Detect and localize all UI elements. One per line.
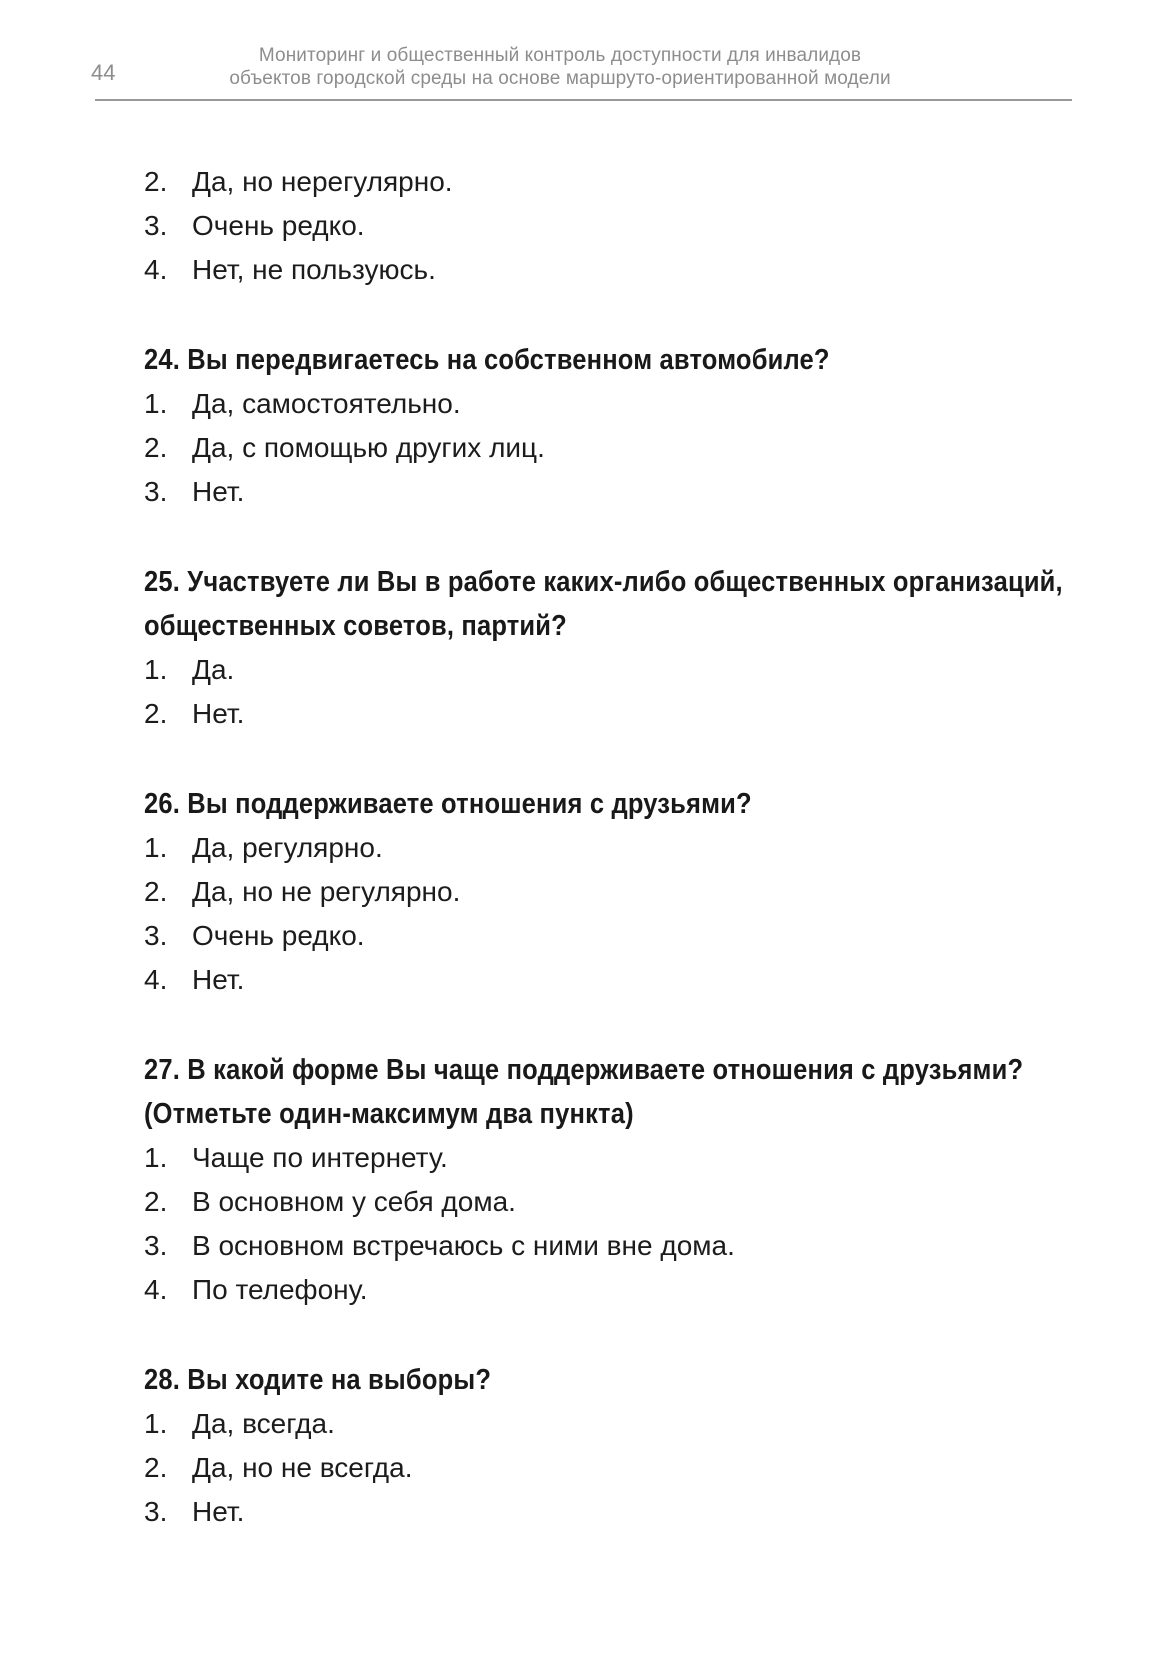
option-label: Да. [192, 654, 235, 685]
option-number: 2. [144, 1452, 168, 1483]
option-number: 3. [144, 210, 168, 241]
option-number: 2. [144, 698, 168, 729]
option-number: 3. [144, 920, 168, 951]
option-number: 1. [144, 1142, 168, 1173]
question-heading-line: (Отметьте один-максимум два пункта) [144, 1098, 634, 1130]
option-row [144, 1268, 1072, 1312]
option-row [144, 914, 1072, 958]
option-row [144, 470, 1072, 514]
option-label: Да, но не всегда. [192, 1452, 413, 1483]
question-25 [144, 560, 1072, 736]
option-number: 3. [144, 1230, 168, 1261]
option-row [144, 160, 1072, 204]
option-label: Да, регулярно. [192, 832, 383, 863]
question-heading [144, 1048, 1072, 1136]
question-heading-line: 25. Участвуете ли Вы в работе каких-либо общественных организаций, [144, 566, 1063, 598]
option-label: Очень редко. [192, 210, 365, 241]
option-label: В основном встречаюсь с ними вне дома. [192, 1230, 735, 1261]
option-number: 4. [144, 964, 168, 995]
options-list [144, 826, 1072, 1002]
option-number: 1. [144, 654, 168, 685]
option-label: Да, самостоятельно. [192, 388, 461, 419]
option-number: 2. [144, 166, 168, 197]
question-heading [144, 560, 1072, 648]
option-label: Да, всегда. [192, 1408, 335, 1439]
question-heading [144, 338, 1072, 382]
question-heading-line: общественных советов, партий? [144, 610, 567, 642]
option-label: Нет, не пользуюсь. [192, 254, 436, 285]
option-label: Нет. [192, 476, 245, 507]
option-row [144, 1180, 1072, 1224]
header-rule-divider [95, 99, 1072, 101]
option-number: 1. [144, 388, 168, 419]
option-row [144, 1136, 1072, 1180]
option-number: 4. [144, 1274, 168, 1305]
option-row [144, 1490, 1072, 1534]
option-row [144, 248, 1072, 292]
option-row [144, 426, 1072, 470]
running-title [0, 44, 1120, 90]
question-heading-line: 27. В какой форме Вы чаще поддерживаете отношения с друзьями? [144, 1054, 1024, 1086]
option-number: 2. [144, 432, 168, 463]
option-number: 2. [144, 1186, 168, 1217]
question-heading-line: 26. Вы поддерживаете отношения с друзьями? [144, 788, 752, 820]
option-label: Нет. [192, 1496, 245, 1527]
option-number: 3. [144, 1496, 168, 1527]
option-label: По телефону. [192, 1274, 368, 1305]
option-row [144, 1224, 1072, 1268]
option-label: Да, но нерегулярно. [192, 166, 453, 197]
question-heading-line: 24. Вы передвигаетесь на собственном автомобиле? [144, 344, 830, 376]
question-heading-line: 28. Вы ходите на выборы? [144, 1364, 492, 1396]
option-row [144, 1402, 1072, 1446]
option-row [144, 826, 1072, 870]
option-label: Чаще по интернету. [192, 1142, 448, 1173]
option-label: Да, с помощью других лиц. [192, 432, 545, 463]
option-row [144, 958, 1072, 1002]
questions-container [144, 338, 1072, 1534]
options-list [144, 1402, 1072, 1534]
option-number: 1. [144, 832, 168, 863]
option-row [144, 870, 1072, 914]
option-number: 2. [144, 876, 168, 907]
question-27 [144, 1048, 1072, 1312]
running-header [0, 0, 1166, 99]
page-number: 44 [91, 60, 116, 85]
options-list [144, 382, 1072, 514]
question-heading [144, 1358, 1072, 1402]
running-title-line-2: объектов городской среды на основе маршруто-ориентированной модели [229, 68, 891, 89]
options-list [144, 648, 1072, 736]
option-row [144, 648, 1072, 692]
option-row [144, 382, 1072, 426]
continued-options-list [144, 160, 1072, 292]
question-heading [144, 782, 1072, 826]
option-row [144, 204, 1072, 248]
running-title-line-1: Мониторинг и общественный контроль доступности для инвалидов [258, 45, 862, 66]
questionnaire-body [144, 160, 1072, 1534]
option-number: 4. [144, 254, 168, 285]
option-label: Нет. [192, 964, 245, 995]
option-number: 3. [144, 476, 168, 507]
options-list [144, 1136, 1072, 1312]
question-26 [144, 782, 1072, 1002]
option-label: Нет. [192, 698, 245, 729]
question-24 [144, 338, 1072, 514]
option-row [144, 1446, 1072, 1490]
option-label: В основном у себя дома. [192, 1186, 516, 1217]
option-number: 1. [144, 1408, 168, 1439]
option-label: Очень редко. [192, 920, 365, 951]
option-row [144, 692, 1072, 736]
option-label: Да, но не регулярно. [192, 876, 461, 907]
question-28 [144, 1358, 1072, 1534]
